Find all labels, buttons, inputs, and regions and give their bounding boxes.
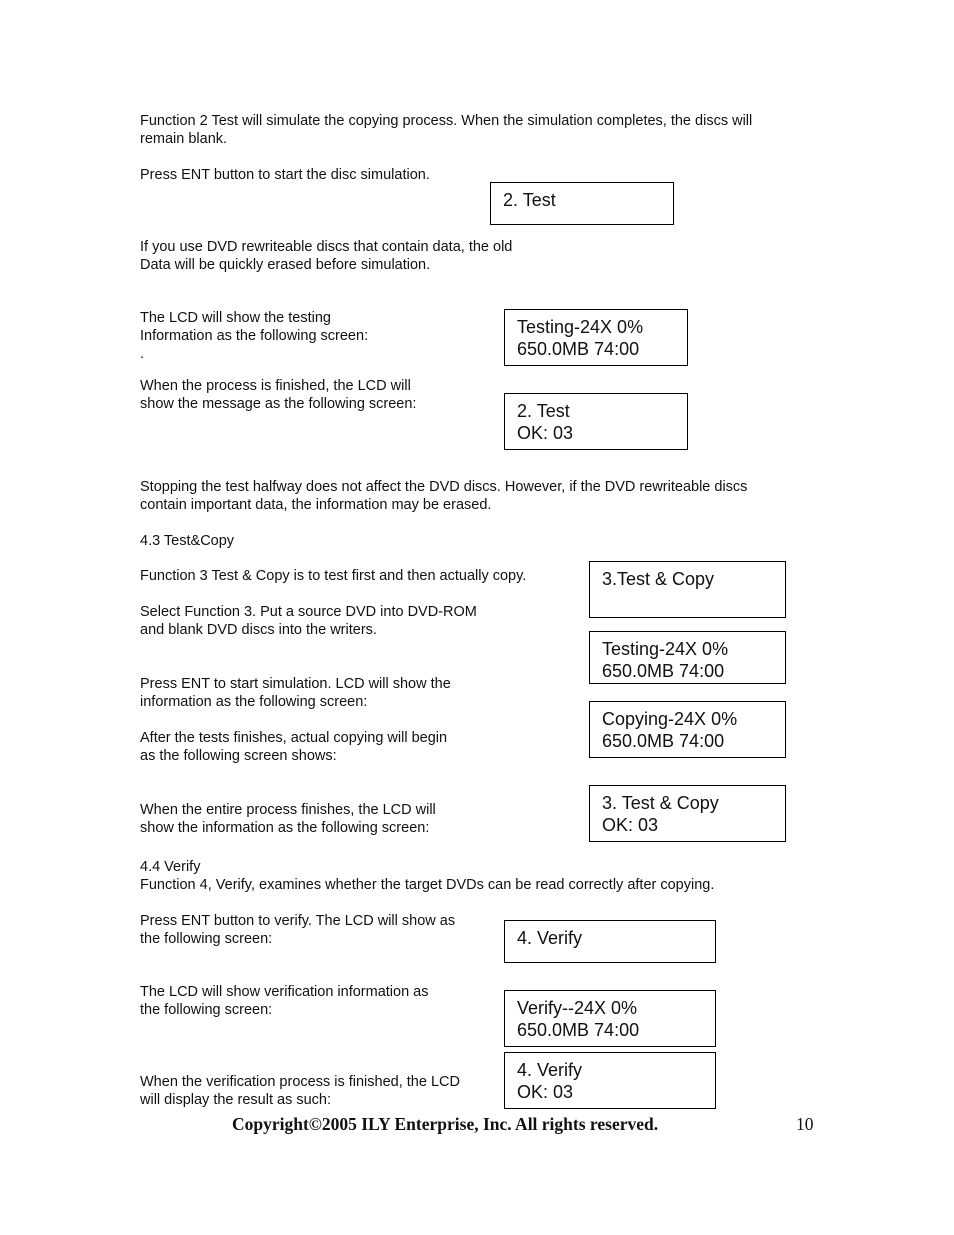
paragraph-stopping-test: Stopping the test halfway does not affect the DVD discs. However, if the DVD rewriteable discs contain important data, the information may be erased. [140,479,748,513]
paragraph-process-finished: When the process is finished, the LCD will show the message as the following screen: [140,378,417,412]
paragraph-press-ent-verify: Press ENT button to verify. The LCD will show as the following screen: [140,913,456,947]
paragraph-verify-intro: Function 4, Verify, examines whether the target DVDs can be read correctly after copying. [140,877,715,893]
paragraph-verification-info: The LCD will show verification information as the following screen: [140,984,429,1018]
paragraph-lcd-testing: The LCD will show the testing Information as the following screen: . [140,310,369,362]
page-number: 10 [796,1114,814,1134]
paragraph-rewriteable-note: If you use DVD rewriteable discs that contain data, the old Data will be quickly erased before simulation. [140,239,513,273]
paragraph-test-intro: Function 2 Test will simulate the copying process. When the simulation completes, the discs will remain blank. [140,113,753,147]
lcd-testcopy-copying: Copying-24X 0% 650.0MB 74:00 [589,701,786,758]
footer-copyright: Copyright©2005 ILY Enterprise, Inc. All rights reserved. [232,1114,659,1134]
lcd-verify-info: Verify--24X 0% 650.0MB 74:00 [504,990,716,1047]
lcd-verify-menu: 4. Verify [504,920,716,963]
paragraph-after-tests: After the tests finishes, actual copying will begin as the following screen shows: [140,730,448,764]
lcd-test-menu: 2. Test [490,182,674,225]
paragraph-select-function-3: Select Function 3. Put a source DVD into DVD-ROM and blank DVD discs into the writers. [140,604,477,638]
section-heading-4-4: 4.4 Verify [140,859,201,875]
paragraph-testcopy-intro: Function 3 Test & Copy is to test first and then actually copy. [140,568,527,584]
paragraph-press-ent-simulation: Press ENT to start simulation. LCD will show the information as the following screen: [140,676,451,710]
paragraph-verification-finished: When the verification process is finished, the LCD will display the result as such: [140,1074,460,1108]
lcd-testcopy-testing: Testing-24X 0% 650.0MB 74:00 [589,631,786,684]
lcd-testcopy-menu: 3.Test & Copy [589,561,786,618]
lcd-verify-ok: 4. Verify OK: 03 [504,1052,716,1109]
paragraph-entire-process: When the entire process finishes, the LCD will show the information as the following screen: [140,802,436,836]
lcd-testing-info: Testing-24X 0% 650.0MB 74:00 [504,309,688,366]
paragraph-press-ent: Press ENT button to start the disc simulation. [140,167,430,183]
section-heading-4-3: 4.3 Test&Copy [140,533,235,549]
lcd-testcopy-ok: 3. Test & Copy OK: 03 [589,785,786,842]
lcd-test-ok: 2. Test OK: 03 [504,393,688,450]
